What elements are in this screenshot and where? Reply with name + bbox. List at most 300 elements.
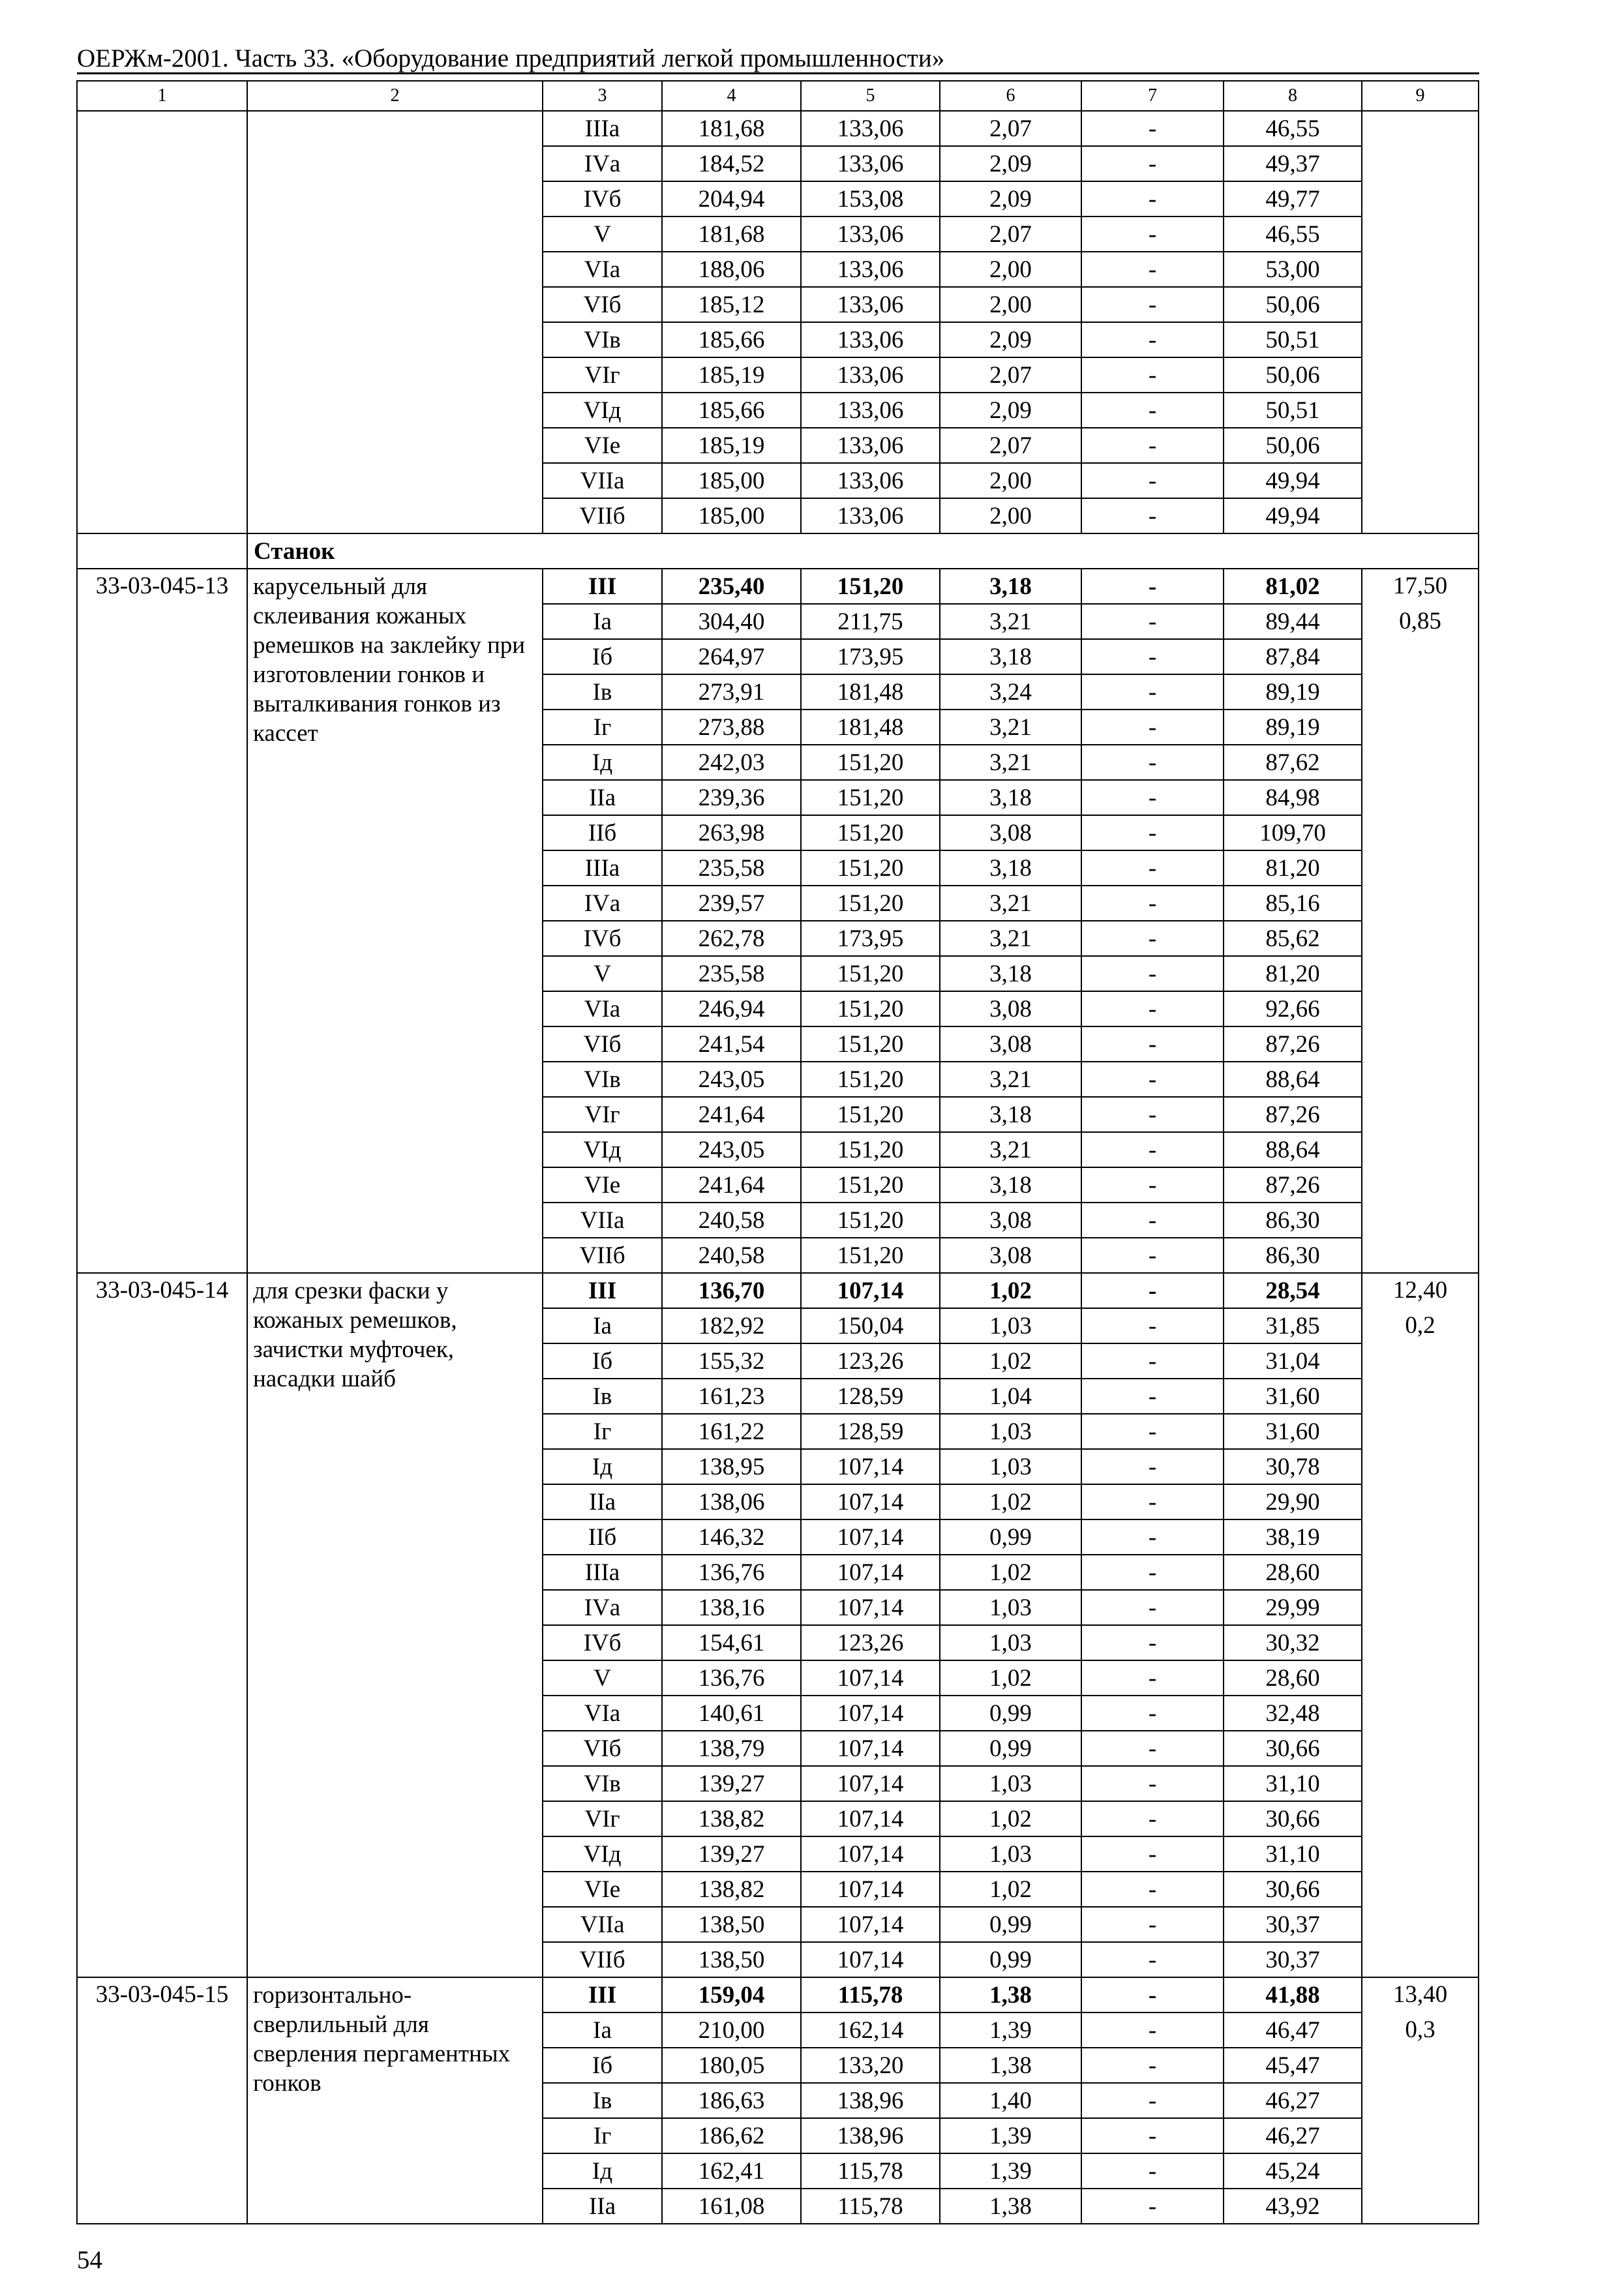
col-7-value-cell: -: [1082, 745, 1224, 781]
col-5-value-cell: 181,48: [802, 675, 940, 710]
col-7-value-cell: -: [1082, 605, 1224, 640]
col-6-value-cell: 2,00: [940, 252, 1082, 288]
col-4-value-cell: 273,91: [663, 675, 802, 710]
col-4-value-cell: 185,12: [663, 288, 802, 323]
col-7-value-cell: -: [1082, 358, 1224, 393]
col-8-value-cell: 88,64: [1224, 1133, 1362, 1168]
col-4-value-cell: 139,27: [663, 1837, 802, 1872]
col-6-value-cell: 2,09: [940, 323, 1082, 358]
col-4-value-cell: 138,82: [663, 1872, 802, 1908]
col-6-value-cell: 3,21: [940, 710, 1082, 745]
equipment-name-cell: [248, 112, 543, 534]
rate-code-cell: [78, 112, 248, 534]
zone-cell: Iд: [543, 1450, 663, 1485]
col-6-value-cell: 3,18: [940, 851, 1082, 886]
col-4-value-cell: 185,00: [663, 464, 802, 499]
col-6-value-cell: 0,99: [940, 1943, 1082, 1978]
col-7-value-cell: -: [1082, 957, 1224, 992]
col-5-value-cell: 151,20: [802, 957, 940, 992]
col-7-value-cell: -: [1082, 1520, 1224, 1555]
col-6-value-cell: 0,99: [940, 1731, 1082, 1767]
zone-cell: VIIб: [543, 1238, 663, 1274]
col-6-value-cell: 3,18: [940, 781, 1082, 816]
page-number: 54: [77, 2246, 102, 2274]
col-4-value-cell: 185,19: [663, 428, 802, 464]
equipment-name-line: насадки шайб: [253, 1366, 396, 1392]
col-7-value-cell: -: [1082, 886, 1224, 921]
zone-cell: Iв: [543, 2084, 663, 2119]
col-6-value-cell: 1,03: [940, 1767, 1082, 1802]
zone-cell: Iг: [543, 710, 663, 745]
col-8-value-cell: 30,66: [1224, 1731, 1362, 1767]
col-4-value-cell: 146,32: [663, 1520, 802, 1555]
col-7-value-cell: -: [1082, 1872, 1224, 1908]
col-4-value-cell: 161,22: [663, 1414, 802, 1450]
col-6-value-cell: 3,24: [940, 675, 1082, 710]
col-6-value-cell: 2,00: [940, 499, 1082, 534]
col-8-value-cell: 46,27: [1224, 2084, 1362, 2119]
zone-cell: VIе: [543, 428, 663, 464]
col-6-value-cell: 1,02: [940, 1485, 1082, 1520]
col-4-value-cell: 185,66: [663, 393, 802, 428]
col-5-value-cell: 133,06: [802, 147, 940, 182]
col-8-value-cell: 30,37: [1224, 1943, 1362, 1978]
col-6-value-cell: 2,09: [940, 393, 1082, 428]
col-8-value-cell: 53,00: [1224, 252, 1362, 288]
equipment-name-line: кожаных ремешков,: [253, 1307, 457, 1334]
col-5-value-cell: 107,14: [802, 1802, 940, 1837]
col-4-value-cell: 262,78: [663, 921, 802, 957]
zone-cell: VIIб: [543, 1943, 663, 1978]
rate-code-cell: 33-03-045-15: [78, 1978, 248, 2224]
zone-cell: Iд: [543, 2154, 663, 2189]
col-5-value-cell: 133,06: [802, 217, 940, 252]
col-4-value-cell: 241,64: [663, 1168, 802, 1203]
col-7-value-cell: -: [1082, 2048, 1224, 2084]
zone-cell: IIб: [543, 1520, 663, 1555]
zone-cell: Iд: [543, 745, 663, 781]
col-7-value-cell: -: [1082, 1309, 1224, 1344]
col-5-value-cell: 151,20: [802, 1098, 940, 1133]
col-9-value: 0,3: [1405, 2016, 1436, 2043]
col-4-value-cell: 138,79: [663, 1731, 802, 1767]
col-7-value-cell: -: [1082, 1485, 1224, 1520]
zone-cell: VIа: [543, 252, 663, 288]
zone-cell: VIб: [543, 288, 663, 323]
col-6-value-cell: 1,03: [940, 1414, 1082, 1450]
col-8-value-cell: 31,10: [1224, 1837, 1362, 1872]
zone-cell: VIIа: [543, 1908, 663, 1943]
col-7-value-cell: -: [1082, 851, 1224, 886]
col-8-value-cell: 85,16: [1224, 886, 1362, 921]
col-4-value-cell: 181,68: [663, 112, 802, 147]
col-5-value-cell: 107,14: [802, 1591, 940, 1626]
col-9-value: 12,40: [1392, 1277, 1448, 1304]
col-5-value-cell: 151,20: [802, 1238, 940, 1274]
col-5-value-cell: 150,04: [802, 1309, 940, 1344]
col-8-value-cell: 87,26: [1224, 1168, 1362, 1203]
zone-cell: Iб: [543, 2048, 663, 2084]
document-header-title: ОЕРЖм-2001. Часть 33. «Оборудование предприятий легкой промышленности»: [77, 44, 945, 72]
col-7-value-cell: -: [1082, 569, 1224, 605]
col-6-value-cell: 1,38: [940, 2048, 1082, 2084]
col-8-value-cell: 89,19: [1224, 675, 1362, 710]
col-6-value-cell: 1,03: [940, 1626, 1082, 1661]
zone-cell: VIе: [543, 1168, 663, 1203]
col-4-value-cell: 136,70: [663, 1274, 802, 1309]
col-6-value-cell: 1,03: [940, 1591, 1082, 1626]
col-4-value-cell: 136,76: [663, 1555, 802, 1591]
col-5-value-cell: 151,20: [802, 992, 940, 1027]
zone-cell: VIIа: [543, 1203, 663, 1238]
col-7-value-cell: -: [1082, 1626, 1224, 1661]
col-8-value-cell: 46,27: [1224, 2119, 1362, 2154]
col-7-value-cell: -: [1082, 1379, 1224, 1414]
col-6-value-cell: 3,08: [940, 816, 1082, 851]
col-5-value-cell: 133,06: [802, 323, 940, 358]
col-4-value-cell: 304,40: [663, 605, 802, 640]
zone-cell: IIа: [543, 781, 663, 816]
col-7-value-cell: -: [1082, 112, 1224, 147]
col-8-value-cell: 50,06: [1224, 428, 1362, 464]
col-6-value-cell: 3,08: [940, 992, 1082, 1027]
col-4-value-cell: 162,41: [663, 2154, 802, 2189]
col-4-value-cell: 138,95: [663, 1450, 802, 1485]
zone-cell: VIг: [543, 1098, 663, 1133]
col-8-value-cell: 45,47: [1224, 2048, 1362, 2084]
col-5-value-cell: 107,14: [802, 1696, 940, 1731]
col-6-value-cell: 3,08: [940, 1027, 1082, 1062]
col-6-value-cell: 2,07: [940, 428, 1082, 464]
col-5-value-cell: 151,20: [802, 1062, 940, 1098]
col-9-cell: [1362, 112, 1479, 534]
col-5-value-cell: 123,26: [802, 1626, 940, 1661]
column-number-cell: 4: [663, 82, 802, 112]
col-5-value-cell: 133,06: [802, 428, 940, 464]
col-5-value-cell: 107,14: [802, 1450, 940, 1485]
col-6-value-cell: 3,21: [940, 605, 1082, 640]
col-5-value-cell: 123,26: [802, 1344, 940, 1379]
col-5-value-cell: 173,95: [802, 640, 940, 675]
col-5-value-cell: 107,14: [802, 1943, 940, 1978]
zone-cell: Iа: [543, 1309, 663, 1344]
col-7-value-cell: -: [1082, 1837, 1224, 1872]
col-6-value-cell: 3,18: [940, 1098, 1082, 1133]
col-7-value-cell: -: [1082, 1591, 1224, 1626]
zone-cell: Iа: [543, 2013, 663, 2048]
col-6-value-cell: 1,39: [940, 2154, 1082, 2189]
col-6-value-cell: 1,02: [940, 1344, 1082, 1379]
col-9-cell: [1362, 1274, 1479, 1978]
col-7-value-cell: -: [1082, 1203, 1224, 1238]
col-6-value-cell: 3,08: [940, 1238, 1082, 1274]
col-7-value-cell: -: [1082, 1344, 1224, 1379]
col-6-value-cell: 1,39: [940, 2013, 1082, 2048]
col-9-value: 0,85: [1399, 608, 1441, 635]
zone-cell: VIв: [543, 1767, 663, 1802]
rates-table: [76, 80, 1479, 2224]
col-5-value-cell: 181,48: [802, 710, 940, 745]
col-8-value-cell: 30,32: [1224, 1626, 1362, 1661]
col-5-value-cell: 162,14: [802, 2013, 940, 2048]
col-7-value-cell: -: [1082, 1696, 1224, 1731]
col-8-value-cell: 30,66: [1224, 1802, 1362, 1837]
col-8-value-cell: 29,90: [1224, 1485, 1362, 1520]
col-5-value-cell: 151,20: [802, 851, 940, 886]
col-5-value-cell: 173,95: [802, 921, 940, 957]
zone-cell: VIIа: [543, 464, 663, 499]
col-4-value-cell: 239,36: [663, 781, 802, 816]
col-6-value-cell: 0,99: [940, 1696, 1082, 1731]
col-8-value-cell: 31,10: [1224, 1767, 1362, 1802]
col-6-value-cell: 3,21: [940, 1133, 1082, 1168]
col-5-value-cell: 211,75: [802, 605, 940, 640]
column-number-cell: 1: [78, 82, 248, 112]
col-5-value-cell: 128,59: [802, 1379, 940, 1414]
col-7-value-cell: -: [1082, 1978, 1224, 2013]
col-8-value-cell: 30,78: [1224, 1450, 1362, 1485]
col-4-value-cell: 243,05: [663, 1133, 802, 1168]
equipment-name-line: выталкивания гонков из: [253, 691, 501, 717]
col-5-value-cell: 133,06: [802, 288, 940, 323]
col-8-value-cell: 46,55: [1224, 112, 1362, 147]
zone-cell: Iв: [543, 675, 663, 710]
col-7-value-cell: -: [1082, 781, 1224, 816]
zone-cell: VIв: [543, 323, 663, 358]
col-4-value-cell: 161,23: [663, 1379, 802, 1414]
col-4-value-cell: 188,06: [663, 252, 802, 288]
zone-cell: VIг: [543, 1802, 663, 1837]
equipment-name-line: сверления пергаментных: [253, 2041, 511, 2067]
col-4-value-cell: 138,82: [663, 1802, 802, 1837]
col-5-value-cell: 151,20: [802, 781, 940, 816]
col-8-value-cell: 50,51: [1224, 323, 1362, 358]
col-7-value-cell: -: [1082, 1555, 1224, 1591]
col-6-value-cell: 1,40: [940, 2084, 1082, 2119]
col-5-value-cell: 153,08: [802, 182, 940, 217]
col-7-value-cell: -: [1082, 1238, 1224, 1274]
col-8-value-cell: 28,60: [1224, 1661, 1362, 1696]
column-number-cell: 6: [940, 82, 1082, 112]
col-6-value-cell: 2,09: [940, 182, 1082, 217]
zone-cell: Iб: [543, 640, 663, 675]
zone-cell: VIа: [543, 992, 663, 1027]
col-8-value-cell: 87,26: [1224, 1027, 1362, 1062]
zone-cell: VIв: [543, 1062, 663, 1098]
col-8-value-cell: 30,37: [1224, 1908, 1362, 1943]
col-7-value-cell: -: [1082, 1802, 1224, 1837]
col-6-value-cell: 1,04: [940, 1379, 1082, 1414]
col-8-value-cell: 50,51: [1224, 393, 1362, 428]
col-7-value-cell: -: [1082, 2189, 1224, 2224]
col-4-value-cell: 185,19: [663, 358, 802, 393]
col-9-cell: [1362, 1978, 1479, 2224]
equipment-name-line: ремешков на заклейку при: [253, 632, 526, 659]
col-5-value-cell: 138,96: [802, 2084, 940, 2119]
zone-cell: V: [543, 1661, 663, 1696]
col-8-value-cell: 87,62: [1224, 745, 1362, 781]
col-7-value-cell: -: [1082, 1450, 1224, 1485]
col-4-value-cell: 138,50: [663, 1943, 802, 1978]
equipment-name-line: горизонтально-: [253, 1982, 412, 2009]
col-4-value-cell: 241,54: [663, 1027, 802, 1062]
col-7-value-cell: -: [1082, 710, 1224, 745]
col-6-value-cell: 1,03: [940, 1837, 1082, 1872]
col-4-value-cell: 264,97: [663, 640, 802, 675]
col-4-value-cell: 161,08: [663, 2189, 802, 2224]
col-4-value-cell: 239,57: [663, 886, 802, 921]
zone-cell: VIд: [543, 393, 663, 428]
col-7-value-cell: -: [1082, 147, 1224, 182]
rate-code-cell: 33-03-045-14: [78, 1274, 248, 1978]
col-7-value-cell: -: [1082, 1098, 1224, 1133]
col-8-value-cell: 81,20: [1224, 957, 1362, 992]
col-7-value-cell: -: [1082, 992, 1224, 1027]
col-5-value-cell: 107,14: [802, 1485, 940, 1520]
col-4-value-cell: 240,58: [663, 1203, 802, 1238]
col-8-value-cell: 41,88: [1224, 1978, 1362, 2013]
col-6-value-cell: 1,03: [940, 1450, 1082, 1485]
col-7-value-cell: -: [1082, 1133, 1224, 1168]
col-6-value-cell: 3,08: [940, 1203, 1082, 1238]
col-5-value-cell: 107,14: [802, 1520, 940, 1555]
col-5-value-cell: 151,20: [802, 1168, 940, 1203]
equipment-name-cell: [248, 1274, 543, 1978]
col-7-value-cell: -: [1082, 2119, 1224, 2154]
col-6-value-cell: 2,00: [940, 288, 1082, 323]
column-number-cell: 8: [1224, 82, 1362, 112]
col-7-value-cell: -: [1082, 288, 1224, 323]
col-5-value-cell: 107,14: [802, 1767, 940, 1802]
equipment-name-line: кассет: [253, 720, 318, 747]
col-4-value-cell: 235,58: [663, 957, 802, 992]
col-6-value-cell: 1,03: [940, 1309, 1082, 1344]
zone-cell: III: [543, 1274, 663, 1309]
col-5-value-cell: 133,06: [802, 499, 940, 534]
col-6-value-cell: 1,39: [940, 2119, 1082, 2154]
column-number-cell: 2: [248, 82, 543, 112]
col-5-value-cell: 151,20: [802, 1027, 940, 1062]
col-4-value-cell: 204,94: [663, 182, 802, 217]
zone-cell: VIб: [543, 1027, 663, 1062]
equipment-name-line: карусельный для: [253, 573, 428, 600]
col-4-value-cell: 159,04: [663, 1978, 802, 2013]
col-7-value-cell: -: [1082, 1767, 1224, 1802]
col-7-value-cell: -: [1082, 2154, 1224, 2189]
col-6-value-cell: 1,02: [940, 1274, 1082, 1309]
col-8-value-cell: 49,94: [1224, 499, 1362, 534]
column-number-cell: 3: [543, 82, 663, 112]
col-5-value-cell: 133,06: [802, 358, 940, 393]
col-5-value-cell: 133,20: [802, 2048, 940, 2084]
col-5-value-cell: 107,14: [802, 1837, 940, 1872]
zone-cell: VIг: [543, 358, 663, 393]
col-7-value-cell: -: [1082, 816, 1224, 851]
col-7-value-cell: -: [1082, 1943, 1224, 1978]
zone-cell: VIд: [543, 1837, 663, 1872]
col-5-value-cell: 107,14: [802, 1731, 940, 1767]
col-8-value-cell: 86,30: [1224, 1203, 1362, 1238]
col-8-value-cell: 43,92: [1224, 2189, 1362, 2224]
col-6-value-cell: 3,18: [940, 1168, 1082, 1203]
col-7-value-cell: -: [1082, 640, 1224, 675]
col-4-value-cell: 185,00: [663, 499, 802, 534]
col-7-value-cell: -: [1082, 1027, 1224, 1062]
col-8-value-cell: 29,99: [1224, 1591, 1362, 1626]
col-6-value-cell: 1,38: [940, 2189, 1082, 2224]
equipment-name-line: склеивания кожаных: [253, 603, 467, 629]
column-number-cell: 5: [802, 82, 940, 112]
zone-cell: IVа: [543, 1591, 663, 1626]
col-6-value-cell: 1,38: [940, 1978, 1082, 2013]
col-8-value-cell: 87,84: [1224, 640, 1362, 675]
col-8-value-cell: 49,94: [1224, 464, 1362, 499]
col-7-value-cell: -: [1082, 1908, 1224, 1943]
rate-code-cell: 33-03-045-13: [78, 569, 248, 1274]
col-8-value-cell: 81,02: [1224, 569, 1362, 605]
col-6-value-cell: 0,99: [940, 1520, 1082, 1555]
zone-cell: IIа: [543, 1485, 663, 1520]
col-4-value-cell: 185,66: [663, 323, 802, 358]
col-4-value-cell: 235,58: [663, 851, 802, 886]
col-5-value-cell: 133,06: [802, 112, 940, 147]
col-5-value-cell: 107,14: [802, 1908, 940, 1943]
col-6-value-cell: 1,02: [940, 1661, 1082, 1696]
col-6-value-cell: 3,18: [940, 957, 1082, 992]
zone-cell: V: [543, 957, 663, 992]
zone-cell: VIб: [543, 1731, 663, 1767]
section-heading-spacer: [78, 534, 248, 569]
col-4-value-cell: 181,68: [663, 217, 802, 252]
col-8-value-cell: 50,06: [1224, 358, 1362, 393]
col-4-value-cell: 263,98: [663, 816, 802, 851]
col-4-value-cell: 136,76: [663, 1661, 802, 1696]
col-5-value-cell: 107,14: [802, 1872, 940, 1908]
zone-cell: Iб: [543, 1344, 663, 1379]
col-4-value-cell: 180,05: [663, 2048, 802, 2084]
col-6-value-cell: 2,00: [940, 464, 1082, 499]
col-8-value-cell: 109,70: [1224, 816, 1362, 851]
col-6-value-cell: 3,21: [940, 745, 1082, 781]
col-4-value-cell: 140,61: [663, 1696, 802, 1731]
col-7-value-cell: -: [1082, 921, 1224, 957]
col-6-value-cell: 2,07: [940, 358, 1082, 393]
col-8-value-cell: 50,06: [1224, 288, 1362, 323]
header-rule: [77, 72, 1479, 74]
col-5-value-cell: 151,20: [802, 1133, 940, 1168]
zone-cell: IVб: [543, 921, 663, 957]
col-5-value-cell: 115,78: [802, 2189, 940, 2224]
col-6-value-cell: 1,02: [940, 1802, 1082, 1837]
col-4-value-cell: 155,32: [663, 1344, 802, 1379]
col-5-value-cell: 151,20: [802, 1203, 940, 1238]
col-4-value-cell: 139,27: [663, 1767, 802, 1802]
zone-cell: III: [543, 569, 663, 605]
zone-cell: IIа: [543, 2189, 663, 2224]
col-4-value-cell: 138,50: [663, 1908, 802, 1943]
column-number-cell: 7: [1082, 82, 1224, 112]
equipment-name-line: изготовлении гонков и: [253, 661, 485, 688]
col-8-value-cell: 31,60: [1224, 1414, 1362, 1450]
zone-cell: Iа: [543, 605, 663, 640]
zone-cell: VIа: [543, 1696, 663, 1731]
col-5-value-cell: 107,14: [802, 1555, 940, 1591]
col-5-value-cell: 133,06: [802, 393, 940, 428]
equipment-name-line: зачистки муфточек,: [253, 1336, 455, 1363]
col-7-value-cell: -: [1082, 252, 1224, 288]
col-8-value-cell: 28,60: [1224, 1555, 1362, 1591]
zone-cell: IVа: [543, 147, 663, 182]
